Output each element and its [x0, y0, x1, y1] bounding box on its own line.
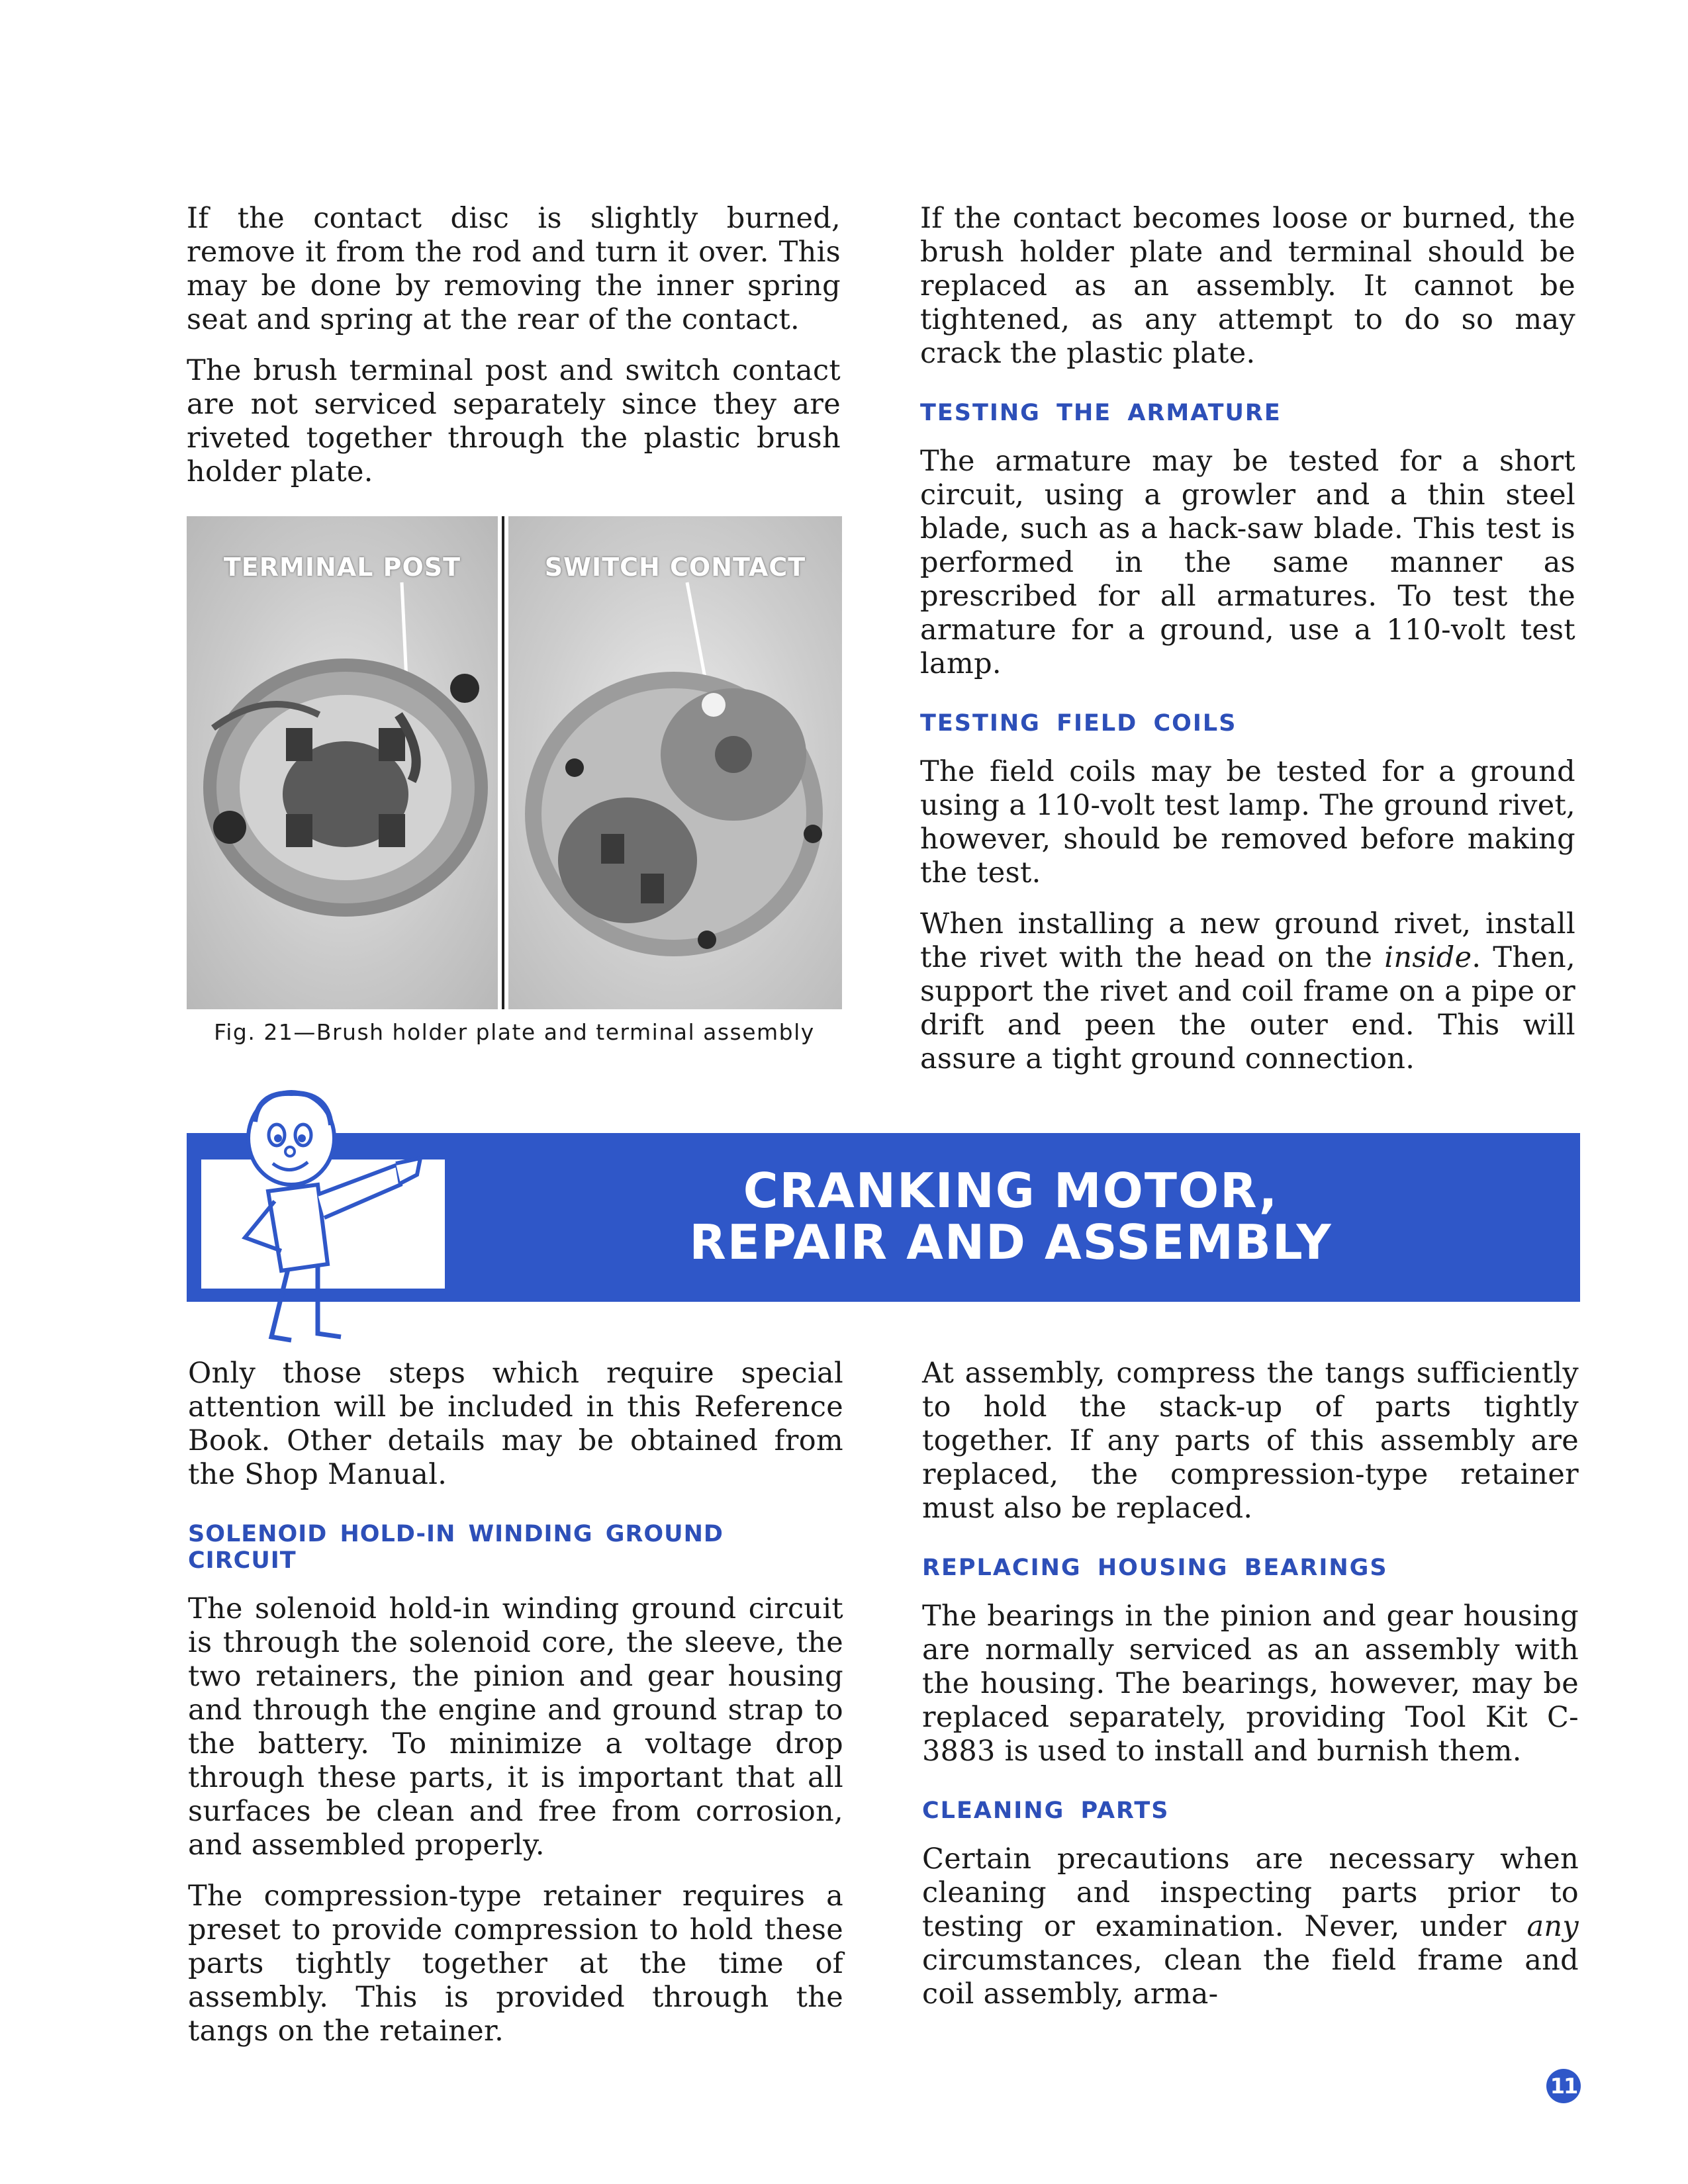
cleaning-text-b: circumstances, clean the field frame and coil assembly, arma- — [922, 1944, 1579, 2011]
paragraph-cleaning — [922, 1843, 1579, 2011]
page-number: 11 — [1546, 2069, 1581, 2103]
heading-testing-field-coils: TESTING FIELD COILS — [920, 710, 1237, 737]
label-switch-contact: SWITCH CONTACT — [544, 553, 806, 582]
top-left-column — [187, 202, 841, 506]
paragraph-contact-disc: If the contact disc is slightly burned, remove it from the rod and turn it over. This may be done by removing the inner spring seat and spring at the rear of the contact. — [187, 202, 841, 336]
heading-cleaning-parts: CLEANING PARTS — [922, 1797, 1170, 1824]
figure-caption: Fig. 21—Brush holder plate and terminal assembly — [214, 1019, 815, 1045]
heading-solenoid-ground: SOLENOID HOLD-IN WINDING GROUND CIRCUIT — [188, 1521, 724, 1574]
heading-replacing-bearings: REPLACING HOUSING BEARINGS — [922, 1555, 1388, 1581]
banner-title-line1: CRANKING MOTOR, — [743, 1163, 1279, 1218]
bottom-right-column — [922, 1357, 1579, 2028]
heading-testing-armature: TESTING THE ARMATURE — [920, 400, 1282, 426]
cleaning-emphasis: any — [1526, 1910, 1579, 1943]
paragraph-brush-terminal: The brush terminal post and switch contact are not serviced separately since they are riveted together through the plastic brush holder plate. — [187, 354, 841, 488]
ground-rivet-text-b: . Then, support the rivet and coil frame on a pipe or drift and peen the outer end. This will assure a tight ground connection. — [920, 941, 1575, 1075]
figure-brush-holder-plate — [187, 516, 842, 1009]
top-right-column — [920, 202, 1575, 1093]
paragraph-field-coils: The field coils may be tested for a ground using a 110-volt test lamp. The ground rivet, however, should be removed before making the test. — [920, 755, 1575, 889]
paragraph-solenoid-circuit: The solenoid hold-in winding ground circuit is through the solenoid core, the sleeve, the two retainers, the pinion and gear housing and through the engine and ground strap to the battery. To minimize a voltage drop through these parts, it is important that all surfaces be clean and free from corrosion, and assembled properly. — [188, 1592, 843, 1862]
paragraph-assembly-tangs: At assembly, compress the tangs sufficiently to hold the stack-up of parts tightly together. If any parts of this assembly are replaced, the compression-type retainer must also be replaced. — [922, 1357, 1579, 1525]
mascot-pointing-icon — [218, 1085, 470, 1350]
ground-rivet-text-a: When installing a new ground rivet, install the rivet with the head on the — [920, 907, 1575, 974]
paragraph-bearings: The bearings in the pinion and gear housing are normally serviced as an assembly with the housing. The bearings, however, may be replaced separately, providing Tool Kit C-3883 is used to install and burnish them. — [922, 1600, 1579, 1768]
paragraph-contact-loose: If the contact becomes loose or burned, the brush holder plate and terminal should be replaced as an assembly. It cannot be tightened, as any attempt to do so may crack the plastic plate. — [920, 202, 1575, 370]
paragraph-retainer: The compression-type retainer requires a preset to provide compression to hold these parts tightly together at the time of assembly. This is provided through the tangs on the retainer. — [188, 1880, 843, 2048]
ground-rivet-emphasis: inside — [1384, 941, 1472, 974]
figure-divider — [498, 516, 508, 1009]
label-terminal-post: TERMINAL POST — [223, 553, 461, 582]
brush-holder-drawing-left — [187, 516, 498, 1009]
banner-title — [451, 1165, 1570, 1268]
bottom-left-column — [188, 1357, 843, 2066]
brush-holder-drawing-right — [508, 516, 842, 1009]
paragraph-armature-test: The armature may be tested for a short circuit, using a growler and a thin steel blade, such as a hack-saw blade. This test is performed in the same manner as prescribed for all armatures. To test the armature for a ground, use a 110-volt test lamp. — [920, 445, 1575, 680]
photo-terminal-post — [187, 516, 498, 1009]
cleaning-text-a: Certain precautions are necessary when cleaning and inspecting parts prior to testing or examination. Never, under — [922, 1843, 1579, 1943]
banner-title-line2: REPAIR AND ASSEMBLY — [689, 1214, 1333, 1270]
paragraph-ground-rivet — [920, 907, 1575, 1076]
photo-switch-contact — [508, 516, 842, 1009]
paragraph-intro: Only those steps which require special attention will be included in this Reference Book. Other details may be obtained from the Shop Manual. — [188, 1357, 843, 1491]
